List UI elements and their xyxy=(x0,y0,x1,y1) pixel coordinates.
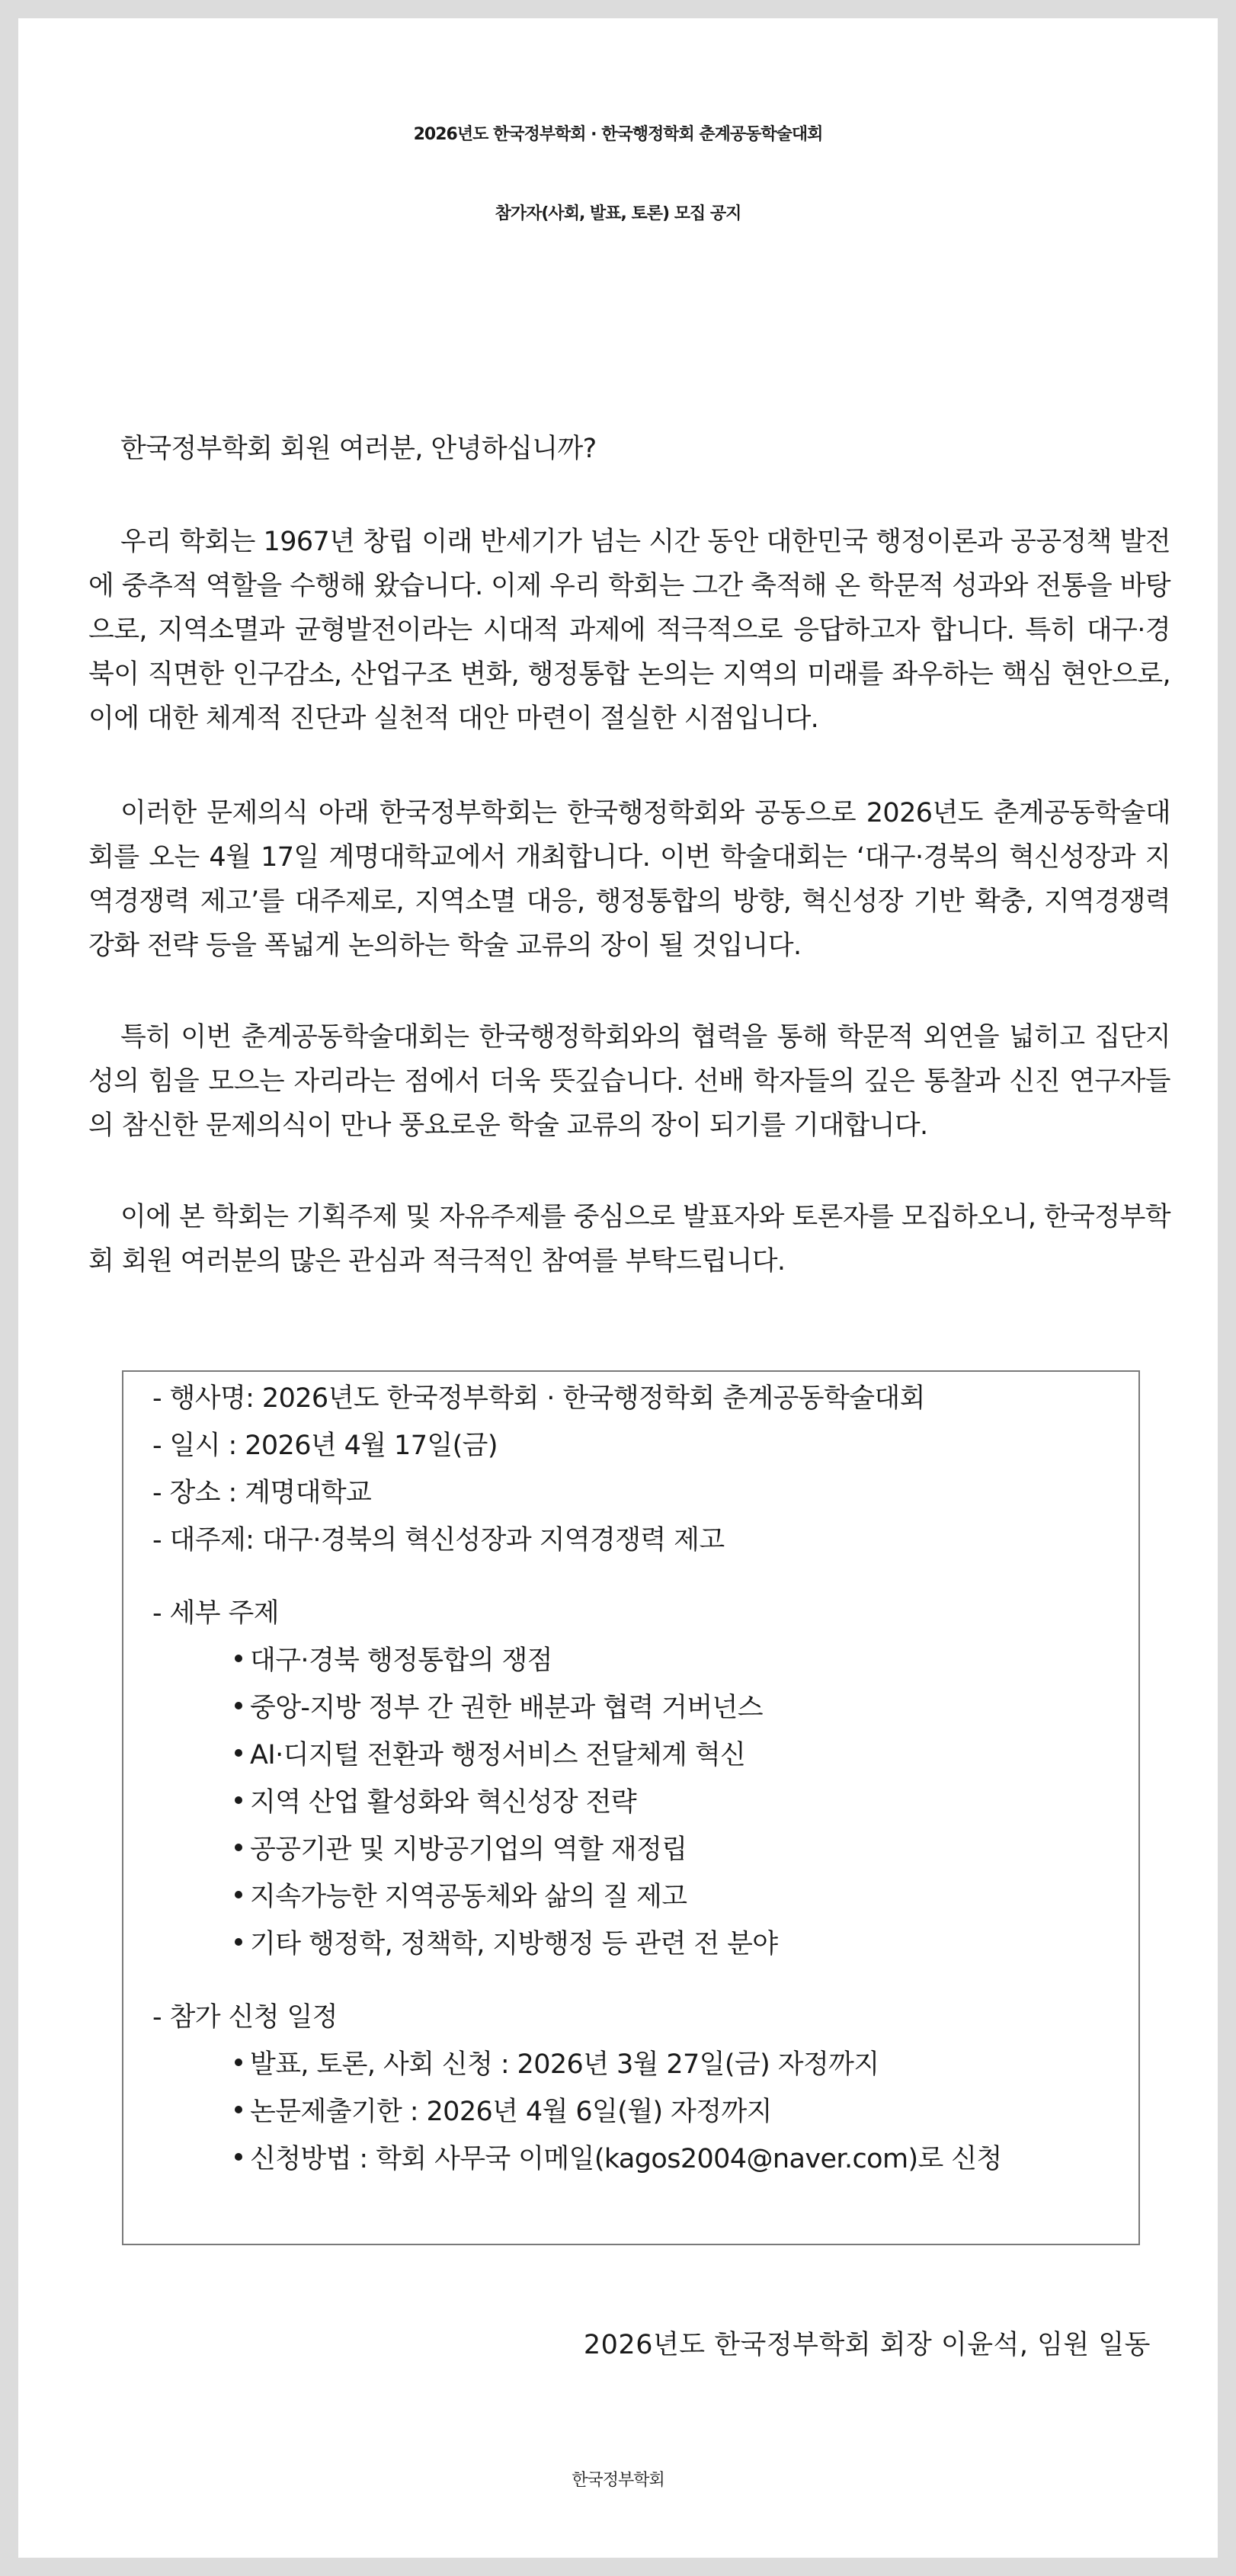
title-line-2: 참가자(사회, 발표, 토론) 모집 공지 xyxy=(495,204,741,223)
significance-paragraph: 특히 이번 춘계공동학술대회는 한국행정학회와의 협력을 통해 학문적 외연을 넓히고 집단지성의 힘을 모으는 자리라는 점에서 더욱 뜻깊습니다. 선배 학자들의 깊은 통찰과 신진 연구자들의 참신한 문제의식이 만나 풍요로운 학술 교류의 장이 되기를 기대합니다. xyxy=(88,1022,1170,1141)
subtopics-heading: - 세부 주제 xyxy=(152,1598,279,1629)
organization-name: 한국정부학회 xyxy=(572,2471,664,2490)
bullet-icon xyxy=(235,1844,242,1851)
event-venue-line: - 장소 : 계명대학교 xyxy=(152,1478,372,1508)
subtopic-item: 지속가능한 지역공동체와 삶의 질 제고 xyxy=(235,1884,687,1911)
subtopic-item: 기타 행정학, 정책학, 지방행정 등 관련 전 분야 xyxy=(235,1931,778,1958)
schedule-item: 발표, 토론, 사회 신청 : 2026년 3월 27일(금) 자정까지 xyxy=(235,2052,879,2078)
bullet-icon xyxy=(235,1938,242,1946)
call-for-participation-paragraph: 이에 본 학회는 기획주제 및 자유주제를 중심으로 발표자와 토론자를 모집하오니, 한국정부학회 회원 여러분의 많은 관심과 적극적인 참여를 부탁드립니다. xyxy=(88,1202,1170,1277)
bullet-icon xyxy=(235,2153,242,2161)
intro-paragraph: 우리 학회는 1967년 창립 이래 반세기가 넘는 시간 동안 대한민국 행정이론과 공공정책 발전에 중추적 역할을 수행해 왔습니다. 이제 우리 학회는 그간 축적해 온 학문적 성과와 전통을 바탕으로, 지역소멸과 균형발전이라는 시대적 과제에 적극적으로 응답하고자 합니다. 특히 대구·경북이 직면한 인구감소, 산업구조 변화, 행정통합 논의는 지역의 미래를 좌우하는 핵심 현안으로, 이에 대한 체계적 진단과 실천적 대안 마련이 절실한 시점입니다. xyxy=(88,527,1170,734)
event-paragraph: 이러한 문제의식 아래 한국정부학회는 한국행정학회와 공동으로 2026년도 춘계공동학술대회를 오는 4월 17일 계명대학교에서 개최합니다. 이번 학술대회는 ‘대구·경북의 혁신성장과 지역경쟁력 제고’를 대주제로, 지역소멸 대응, 행정통합의 방향, 혁신성장 기반 확충, 지역경쟁력 강화 전략 등을 폭넓게 논의하는 학술 교류의 장이 될 것입니다. xyxy=(88,798,1170,961)
subtopic-item: AI·디지털 전환과 행정서비스 전달체계 혁신 xyxy=(235,1742,745,1769)
greeting-paragraph: 한국정부학회 회원 여러분, 안녕하십니까? xyxy=(120,434,597,464)
subtopic-item: 중앙-지방 정부 간 권한 배분과 협력 거버넌스 xyxy=(235,1695,763,1722)
bullet-icon xyxy=(235,1749,242,1757)
bullet-icon xyxy=(235,2106,242,2113)
bullet-icon xyxy=(235,1796,242,1804)
bullet-icon xyxy=(235,1891,242,1898)
subtopic-item: 공공기관 및 지방공기업의 역할 재정립 xyxy=(235,1837,687,1863)
title-line-1: 2026년도 한국정부학회 · 한국행정학회 춘계공동학술대회 xyxy=(413,125,823,144)
event-name-line: - 행사명: 2026년도 한국정부학회 · 한국행정학회 춘계공동학술대회 xyxy=(152,1383,925,1414)
event-info-box xyxy=(122,1370,1140,2245)
signature-line: 2026년도 한국정부학회 회장 이윤석, 임원 일동 xyxy=(583,2330,1151,2360)
main-theme-line: - 대주제: 대구·경북의 혁신성장과 지역경쟁력 제고 xyxy=(152,1525,725,1556)
subtopic-item: 지역 산업 활성화와 혁신성장 전략 xyxy=(235,1789,636,1816)
event-date-line: - 일시 : 2026년 4월 17일(금) xyxy=(152,1431,498,1461)
schedule-item: 신청방법 : 학회 사무국 이메일(kagos2004@naver.com)로 신청 xyxy=(235,2146,1002,2173)
schedule-item: 논문제출기한 : 2026년 4월 6일(월) 자정까지 xyxy=(235,2099,772,2126)
bullet-icon xyxy=(235,1655,242,1662)
subtopic-item: 대구·경북 행정통합의 쟁점 xyxy=(235,1648,552,1674)
schedule-heading: - 참가 신청 일정 xyxy=(152,2002,338,2033)
notice-page xyxy=(18,18,1218,2558)
bullet-icon xyxy=(235,2059,242,2066)
bullet-icon xyxy=(235,1702,242,1709)
